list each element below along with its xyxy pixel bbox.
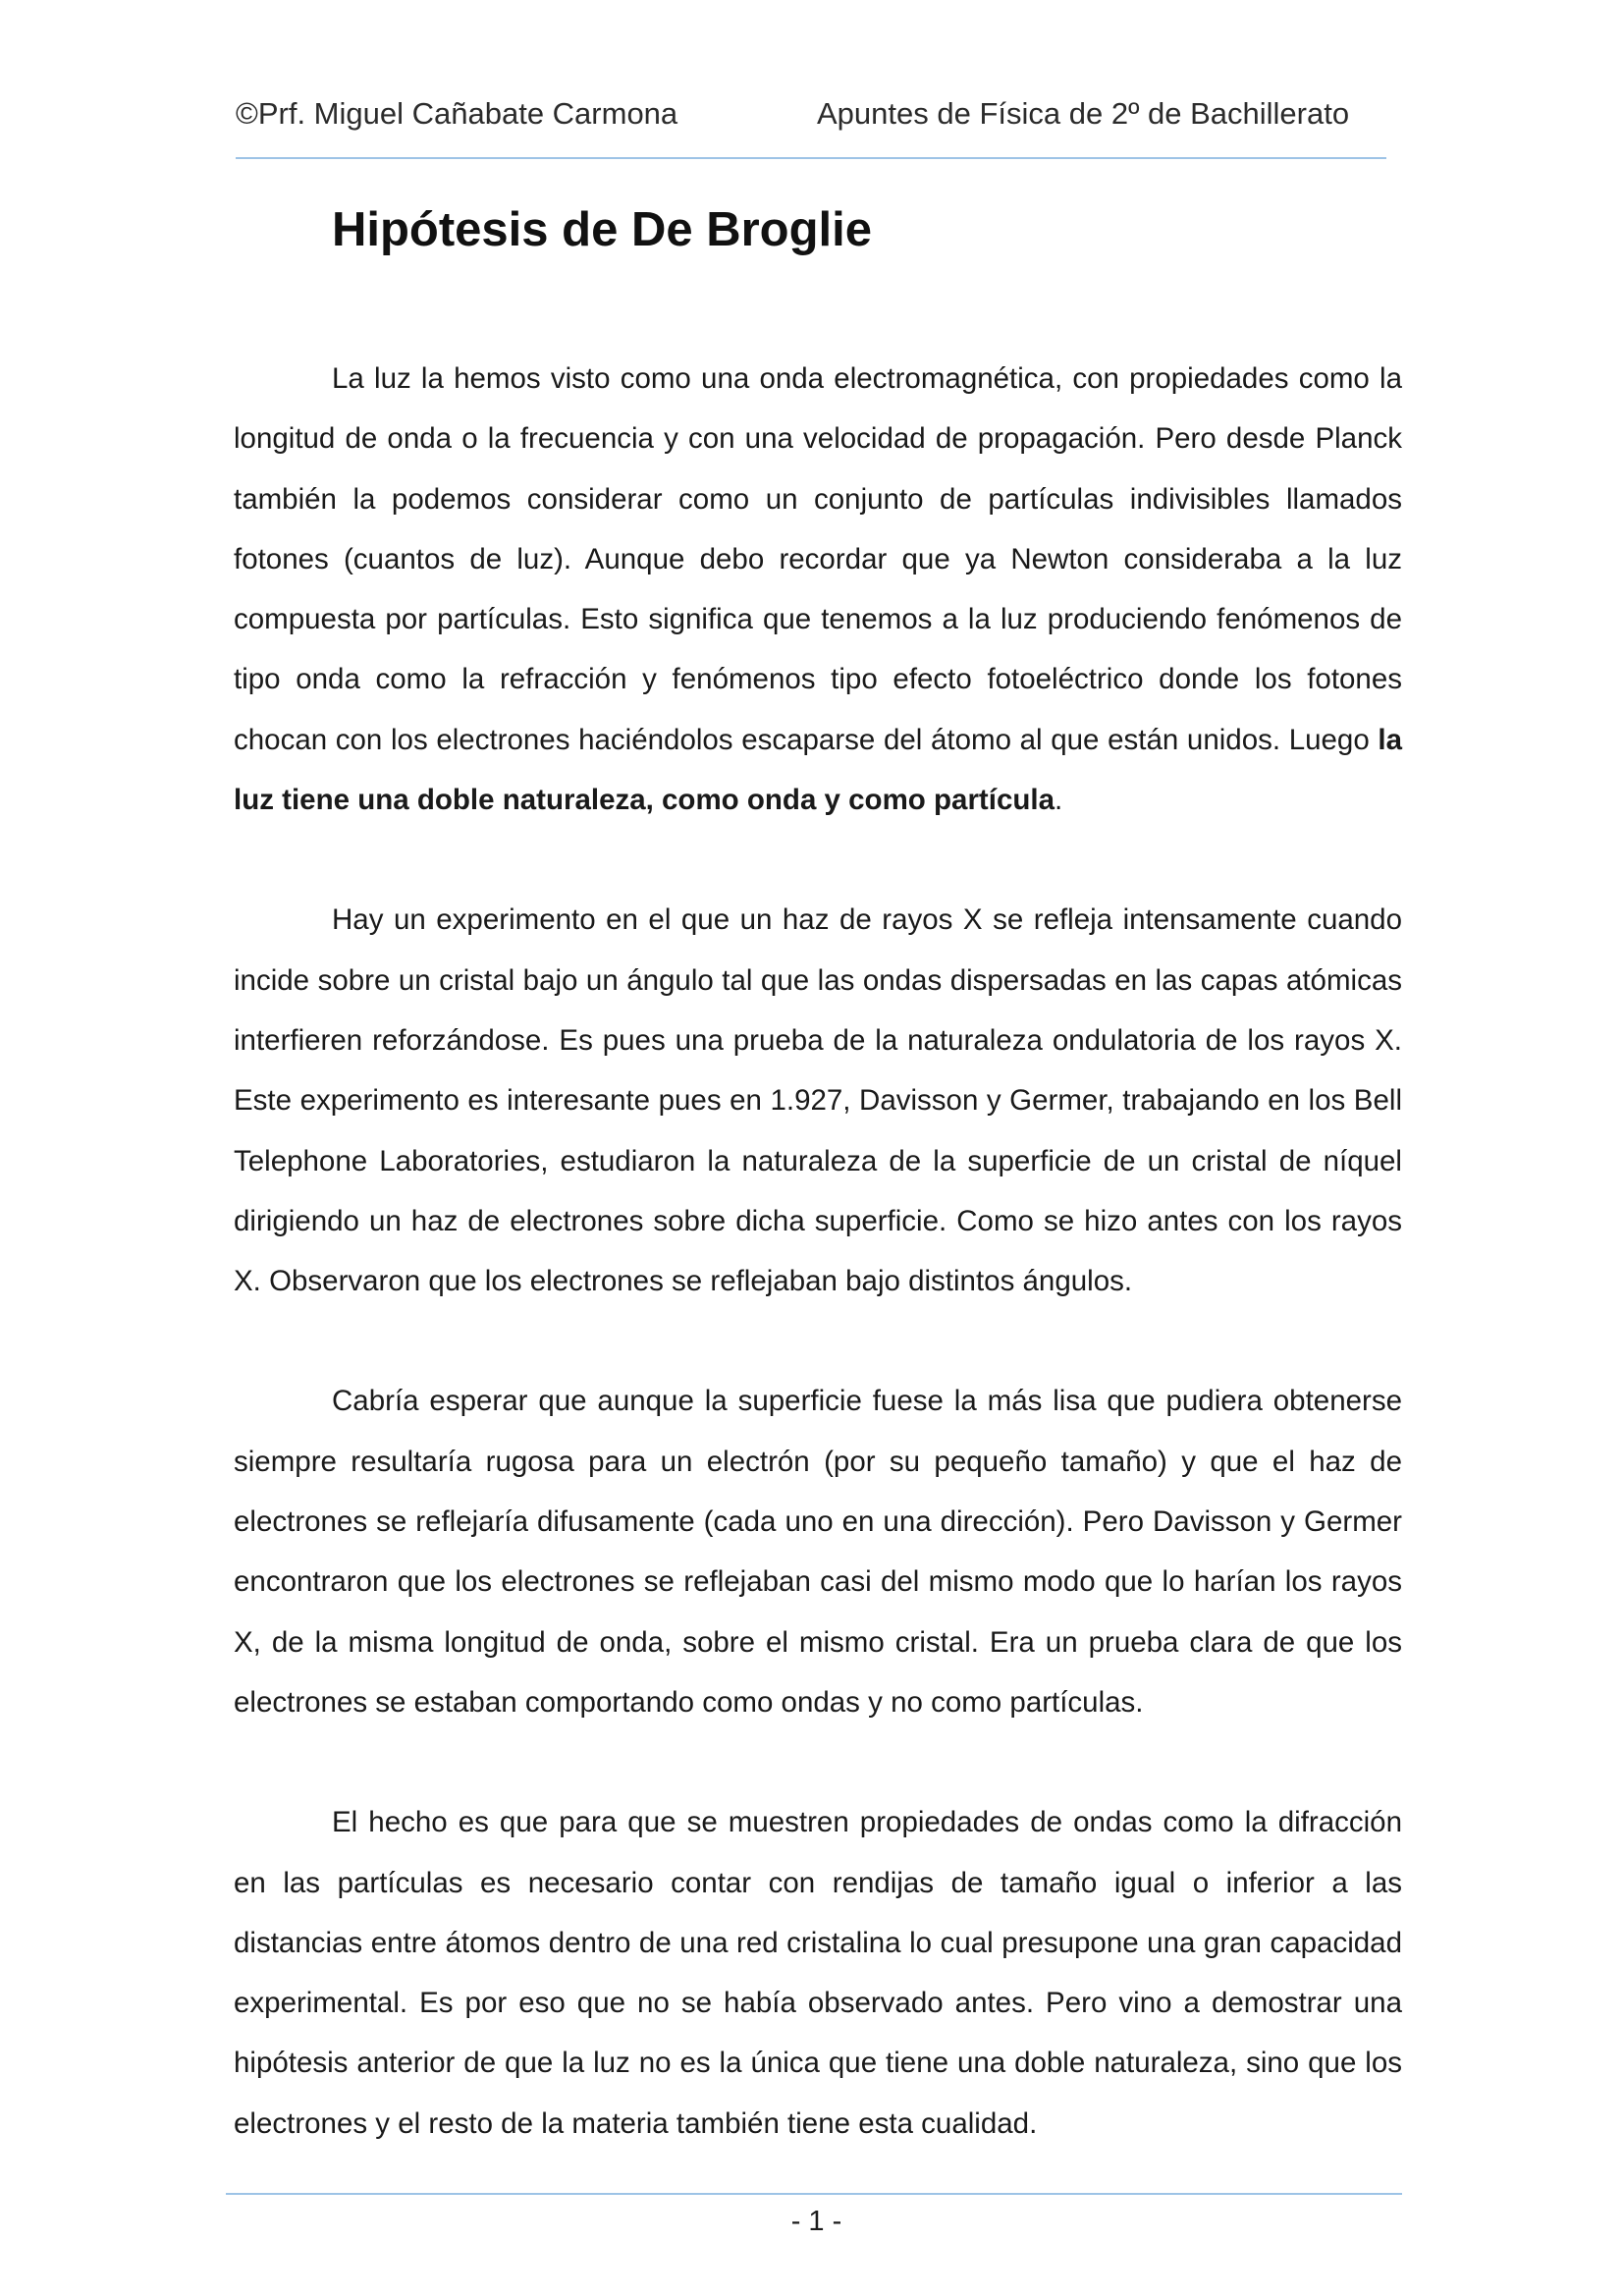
paragraph-2: Hay un experimento en el que un haz de rayos X se refleja intensamente cuando incide sobre un cristal bajo un ángulo tal que las ondas dispersadas en las capas atómicas interfieren reforzándose. Es pues una prueba de la naturaleza ondulatoria de los rayos X. Este experimento es interesante pues en 1.927, Davisson y Germer, trabajando en los Bell Telephone Laboratories, estudiaron la naturaleza de la superficie de un cristal de níquel dirigiendo un haz de electrones sobre dicha superficie. Como se hizo antes con los rayos X. Observaron que los electrones se reflejaban bajo distintos ángulos.: [234, 903, 1402, 1298]
paragraph-1-bold: la luz tiene una doble naturaleza, como onda y como partícula: [234, 723, 1402, 817]
paragraph-3: Cabría esperar que aunque la superficie fuese la más lisa que pudiera obtenerse siempre resultaría rugosa para un electrón (por su pequeño tamaño) y que el haz de electrones se reflejaría difusamente (cada uno en una dirección). Pero Davisson y Germer encontraron que los electrones se reflejaban casi del mismo modo que lo harían los rayos X, de la misma longitud de onda, sobre el mismo cristal. Era un prueba clara de que los electrones se estaban comportando como ondas y no como partículas.: [234, 1385, 1402, 1719]
page-footer: [0, 2206, 1623, 2238]
header-course: Apuntes de Física de 2º de Bachillerato: [817, 96, 1350, 131]
page-number: - 1 -: [790, 2206, 842, 2237]
header-divider: [236, 157, 1386, 159]
page-title: Hipótesis de De Broglie: [332, 203, 873, 256]
footer-divider: [226, 2193, 1402, 2195]
paragraph-1-tail: .: [1054, 784, 1063, 817]
page-header: [236, 96, 1384, 145]
document-body: [234, 349, 1402, 2214]
paragraph-4: El hecho es que para que se muestren propiedades de ondas como la difracción en las partículas es necesario contar con rendijas de tamaño igual o inferior a las distancias entre átomos dentro de una red cristalina lo cual presupone una gran capacidad experimental. Es por eso que no se había observado antes. Pero vino a demostrar una hipótesis anterior de que la luz no es la única que tiene una doble naturaleza, sino que los electrones y el resto de la materia también tiene esta cualidad.: [234, 1806, 1402, 2140]
paragraph-1: [234, 349, 1402, 830]
header-author: ©Prf. Miguel Cañabate Carmona: [236, 96, 678, 131]
paragraph-1-text: La luz la hemos visto como una onda electromagnética, con propiedades como la longitud de onda o la frecuencia y con una velocidad de propagación. Pero desde Planck también la podemos considerar como un conjunto de partículas indivisibles llamados fotones (cuantos de luz). Aunque debo recordar que ya Newton consideraba a la luz compuesta por partículas. Esto significa que tenemos a la luz produciendo fenómenos de tipo onda como la refracción y fenómenos tipo efecto fotoeléctrico donde los fotones chocan con los electrones haciéndolos escaparse del átomo al que están unidos. Luego: [234, 362, 1402, 756]
